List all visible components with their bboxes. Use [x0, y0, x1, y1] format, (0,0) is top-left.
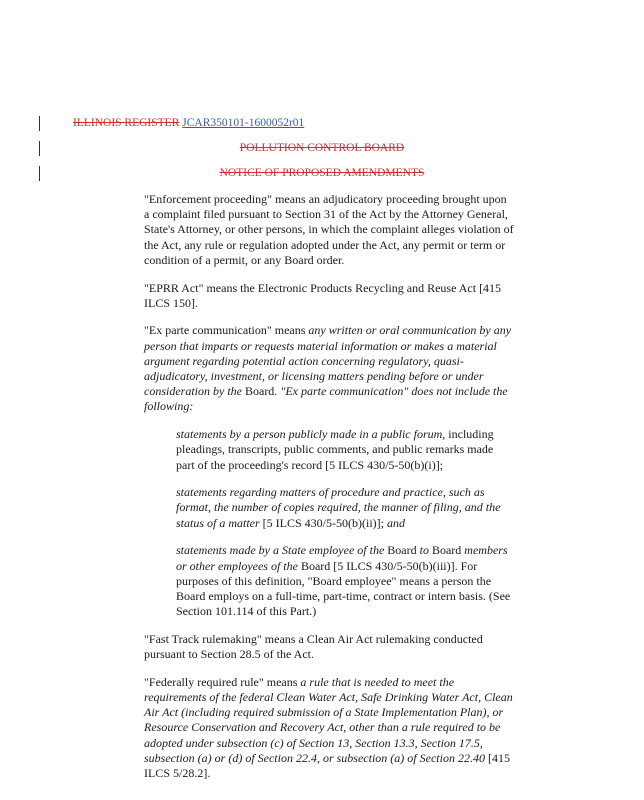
definition-fast-track-rulemaking: "Fast Track rulemaking" means a Clean Air Act rulemaking conducted pursuant to Section 28.5 of the Act. [144, 631, 483, 662]
ex-parte-exclusion-public-forum: statements by a person publicly made in a public forum, including pleadings, transcripts, public comments, and public remarks made part of the proceeding's record [5 ILCS 430/5-50(b)(i)]; [176, 427, 494, 472]
definition-eprr-act: "EPRR Act" means the Electronic Products Recycling and Reuse Act [415 ILCS 150]. [144, 280, 502, 310]
deleted-notice-title: NOTICE OF PROPOSED AMENDMENTS [219, 167, 425, 179]
definition-enforcement-proceeding: "Enforcement proceeding" means an adjudicatory proceeding brought upon a complaint filed pursuant to Section 31 of the Act by the Attorney General, State's Attorney, or other persons, in which the complaint alleges violation of the Act, any rule or regulation adopted under the Act, any permit or term or condition of a permit, or any Board order. [144, 192, 514, 267]
deleted-register-title: ILLINOIS REGISTER [73, 117, 180, 129]
ex-parte-exclusion-procedure: statements regarding matters of procedure and practice, such as format, the number of copies required, the manner of filing, and the status of a matter [5 ILCS 430/5-50(b)(ii)]; and [176, 485, 501, 530]
notice-header [0, 167, 644, 179]
register-header [73, 117, 304, 129]
definition-ex-parte: "Ex parte communication" means any written or oral communication by any person that imparts or requests material information or makes a material argument regarding potential action concerning regulatory, quasi-adjudicatory, investment, or licensing matters pending before or under consideration by the Board. "Ex parte communication" does not include the following: [144, 323, 512, 414]
definitions-body [144, 192, 514, 794]
change-bar [39, 116, 40, 131]
definition-federally-required-rule: "Federally required rule" means a rule that is needed to meet the requirements of the federal Clean Water Act, Safe Drinking Water Act, Clean Air Act (including required submission of a State Implementation Plan), or Resource Conservation and Recovery Act, other than a rule required to be adopted under subsection (c) of Section 13, Section 13.3, Section 17.5, subsection (a) or (d) of Section 22.4, or subsection (a) of Section 22.40 [415 ILCS 5/28.2]. [144, 674, 513, 780]
deleted-board-title: POLLUTION CONTROL BOARD [239, 142, 405, 154]
inserted-jcar-code: JCAR350101-1600052r01 [182, 117, 305, 129]
ex-parte-exclusion-state-employee: statements made by a State employee of the Board to Board members or other employees of the Board [5 ILCS 430/5-50(b)(iii)]. For purposes of this definition, "Board employee" means a person the Board employs on a full-time, part-time, contract or intern basis. (See Section 101.114 of this Part.) [176, 543, 511, 619]
board-header [0, 142, 644, 154]
